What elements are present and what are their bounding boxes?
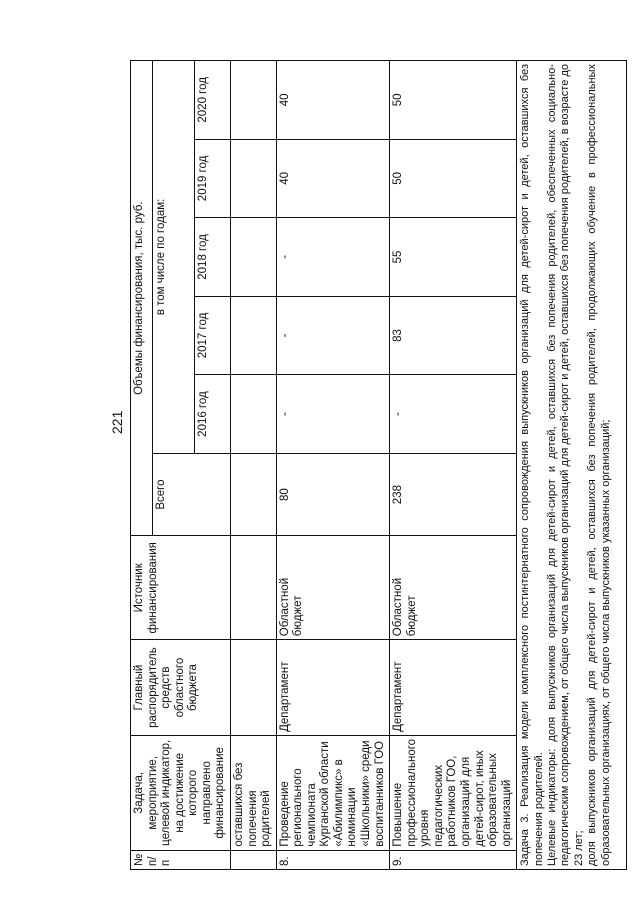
financing-table: [130, 60, 627, 870]
header-year-2020: 2020 год: [194, 61, 230, 140]
task3-title: Задача 3. Реализация модели комплексного постинтернатного сопровождения выпускников организаций для детей-сирот и детей, оставшихся без попечения родителей.: [519, 64, 545, 866]
row-source: Областной бюджет: [390, 536, 517, 640]
header-num: № п/п: [131, 850, 231, 869]
header-total: Всего: [153, 453, 231, 536]
row-year-2016: -: [390, 375, 517, 454]
row-year-2017: -: [276, 296, 390, 375]
row-year-2018: 55: [390, 218, 517, 297]
header-year-2017: 2017 год: [194, 296, 230, 375]
task3-row: [517, 61, 627, 870]
header-task: Задача, мероприятие, целевой индикатор, на достижение которого направлено финансирование: [131, 735, 231, 850]
header-year-2016: 2016 год: [194, 375, 230, 454]
task3-indicators: Целевые индикаторы: доля выпускников организаций для детей-сирот и детей, оставшихся без попечения родителей, обеспеченных социально-педагогическим сопровождением, от общего числа выпускников организаций для детей-сирот и детей, оставшихся без попечения родителей, в возрасте до 23 лет;: [546, 64, 585, 866]
row-total: 238: [390, 453, 517, 536]
row-num: 8.: [276, 850, 390, 869]
row-task: Повышение профессионального уровня педагогических работников ГОО, организаций для детей-сирот, иных образовательных организаций: [390, 735, 517, 850]
row-manager: Департамент: [276, 640, 390, 736]
header-manager: Главный распорядитель средств областного бюджета: [131, 640, 231, 736]
header-year-2019: 2019 год: [194, 139, 230, 218]
header-by-years: в том числе по годам:: [153, 61, 195, 454]
header-row-1: [131, 61, 153, 870]
row-year-2016: -: [276, 375, 390, 454]
task3-indicator-2: доля выпускников организаций для детей-сирот и детей, оставшихся без попечения родителей, продолжающих обучение в профессиональных образовательных организациях, от общего числа выпускников указанных организаций;: [586, 64, 612, 866]
continued-task-text: оставшихся без попечения родителей: [230, 735, 276, 850]
table-row: [390, 61, 517, 870]
row-year-2019: 50: [390, 139, 517, 218]
row-num: 9.: [390, 850, 517, 869]
row-year-2019: 40: [276, 139, 390, 218]
row-source: Областной бюджет: [276, 536, 390, 640]
row-year-2020: 50: [390, 61, 517, 140]
row-total: 80: [276, 453, 390, 536]
header-year-2018: 2018 год: [194, 218, 230, 297]
header-volume: Объемы финансирования, тыс. руб.: [131, 61, 153, 536]
row-task: Проведение регионального чемпионата Курганской области «Абилимпикс» в номинации «Школьники» среди воспитанников ГОО: [276, 735, 390, 850]
table-row: [276, 61, 390, 870]
row-year-2020: 40: [276, 61, 390, 140]
table-row-continued: [230, 61, 276, 870]
header-source: Источник финансирования: [131, 536, 231, 640]
row-year-2018: -: [276, 218, 390, 297]
page-number: 221: [109, 410, 125, 434]
rotated-table-page: [130, 60, 612, 870]
task3-block: [517, 61, 627, 870]
row-manager: Департамент: [390, 640, 517, 736]
row-year-2017: 83: [390, 296, 517, 375]
